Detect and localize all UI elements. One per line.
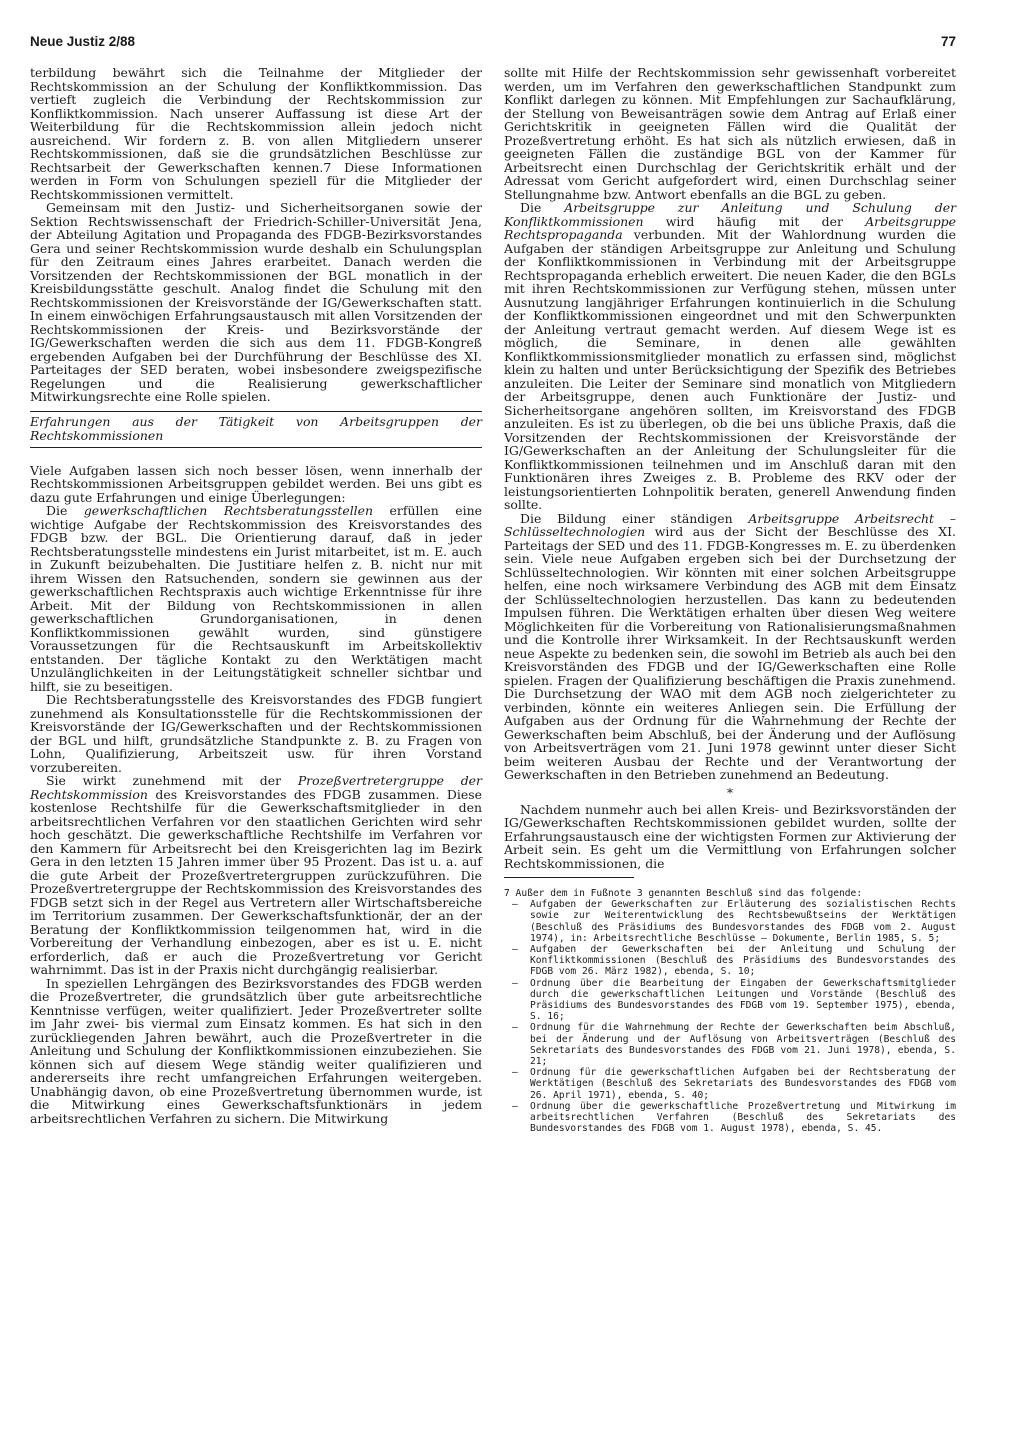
paragraph — [504, 201, 956, 512]
paragraph: Die Rechtsberatungsstelle des Kreisvorstandes des FDGB fungiert zunehmend als Konsultationsstelle für die Rechtskommissionen der Kreisvorstände der IG/Gewerkschaften und der Rechtskommissionen der BGL und hilft, grundsätzliche Standpunkte z. B. zu Fragen von Lohn, Qualifizierung, Arbeitszeit usw. für ihren Vorstand vorzubereiten. — [30, 692, 482, 775]
paragraph-lead: Die Bildung einer ständigen — [520, 510, 749, 526]
paragraph: terbildung bewährt sich die Teilnahme der Mitglieder der Rechtskommission an der Schulung der Konfliktkommission. Das vertieft zugleich die Verbindung der Rechtskommission zur Konfliktkommission. Nach unserer Auffassung ist diese Art der Weiterbildung für die Rechtskommission allein jedoch nicht ausreichend. Wir fordern z. B. von allen Mitgliedern unserer Rechtskommissionen, daß sie die grundsätzlichen Beschlüsse zur Rechtsarbeit der Gewerkschaften kennen.7 Diese Informationen werden in Form von Schulungen speziell für die Mitglieder der Rechtskommissionen vermittelt. — [30, 65, 482, 202]
footnote-head: 7 Außer dem in Fußnote 3 genannten Beschluß sind das folgende: — [504, 888, 863, 899]
paragraph-text: wird aus der Sicht der Beschlüsse des XI. Parteitags der SED und des 11. FDGB-Kongresses m. E. zu überdenken sein. Viele neue Aufgaben ergeben sich bei der Durchsetzung der Schlüsseltechnologien. Wir könnten mit einer solchen Arbeitsgruppe helfen, eine noch wirksamere Verbindung des AGB mit dem Einsatz der Schlüsseltechnologien herzustellen. Das kann zu bedeutenden Impulsen führen. Die Werktätigen erhalten über diesen Weg weitere Möglichkeiten für die Vorbereitung von Rationalisierungsmaßnahmen und die Kontrolle ihrer Wirksamkeit. In der Rechtsauskunft werden neue Aspekte zu bedenken sein, die sowohl im Betrieb als auch bei den Kreisvorständen des FDGB und der IG/Gewerkschaften eine Rolle spielen. Fragen der Qualifizierung beschäftigen die Praxis zunehmend. Die Durchsetzung der WAO mit dem AGB noch zielgerichteter zu verbinden, könnte ein weiteres Anliegen sein. Die Erfüllung der Aufgaben aus der Ordnung für die Wahrnehmung der Rechte der Gewerkschaften beim Abschluß, bei der Änderung und der Auflösung von Arbeitsverträgen vom 21. Juni 1978 gewinnt unter dieser Sicht beim weiteren Ausbau der Rechte und der Verantwortung der Gewerkschaften in den Betrieben zunehmend an Bedeutung. — [504, 524, 956, 782]
footnote-item: – Ordnung über die Bearbeitung der Eingaben der Gewerkschaftsmitglieder durch die gewerkschaftlichen Leitungen und Vorstände (Beschluß des Präsidiums des Bundesvorstandes des FDGB vom 19. September 1975), ebenda, S. 16; — [504, 978, 956, 1023]
emphasis: Arbeitsgruppe Rechtspropaganda — [504, 213, 956, 242]
paragraph-text: des Kreisvorstandes des FDGB zusammen. Diese kostenlose Rechtshilfe für die Gewerkschaftsmitglieder in den arbeitsrechtlichen Verfahren vor den staatlichen Gerichten wird sehr hoch geschätzt. Die gewerkschaftliche Rechtshilfe im Verfahren vor den Kammern für Arbeitsrecht bei den Kreisgerichten lag im Bezirk Gera in den letzten 15 Jahren immer über 95 Prozent. Das ist u. a. auf die gute Arbeit der Prozeßvertretergruppen zurückzuführen. Die Prozeßvertretergruppe der Rechtskommission des Kreisvorstandes des FDGB setzt sich in der Regel aus Vertretern aller Wirtschaftsbereiche im Territorium zusammen. Der Gewerkschaftsfunktionär, der an der Beratung der Konfliktkommission teilgenommen hat, wird in die Vorbereitung der Verhandlung einbezogen, aber es ist u. E. nicht erforderlich, daß er auch die Prozeßvertretung vor Gericht wahrnimmt. Das ist in der Praxis nicht durchgängig realisierbar. — [30, 786, 482, 977]
footnote-item: – Ordnung für die gewerkschaftlichen Aufgaben bei der Rechtsberatung der Werktätigen (Beschluß des Sekretariats des Bundesvorstandes des FDGB vom 26. April 1971), ebenda, S. 40; — [504, 1067, 956, 1101]
left-column — [30, 66, 482, 1125]
paragraph — [30, 504, 482, 693]
paragraph-lead: Sie wirkt zunehmend mit der — [46, 773, 298, 788]
emphasis: gewerkschaftlichen Rechtsberatungsstellen — [83, 503, 374, 518]
journal-title: Neue Justiz 2/88 — [30, 34, 136, 49]
emphasis: Prozeßvertretergruppe der Rechtskommission — [30, 773, 482, 802]
paragraph-text: wird häufig mit der — [643, 213, 866, 229]
paragraph: sollte mit Hilfe der Rechtskommission sehr gewissenhaft vorbereitet werden, um im Verfahren den gewerkschaftlichen Standpunkt zum Konflikt darlegen zu können. Mit Empfehlungen zur Sachaufklärung, der Stellung von Beweisanträgen sowie dem Antrag auf Erlaß einer Gerichtskritik in geeigneten Fällen wird die Qualität der Prozeßvertretung erhöht. Es hat sich als nützlich erwiesen, daß in geeigneten Fällen die zuständige BGL von der Kammer für Arbeitsrecht einen Durchschlag der Gerichtskritik erhält und der Adressat vom Gericht aufgefordert wird, einen Durchschlag seiner Stellungnahme bzw. Antwort ebenfalls an die BGL zu geben. — [504, 65, 956, 202]
footnote-item: – Ordnung über die gewerkschaftliche Prozeßvertretung und Mitwirkung im arbeitsrechtlichen Verfahren (Beschluß des Sekretariats des Bundesvorstandes des FDGB vom 1. August 1978), ebenda, S. 45. — [504, 1101, 956, 1135]
footnote-item: – Aufgaben der Gewerkschaften bei der Anleitung und Schulung der Konfliktkommissionen (Beschluß des Präsidiums des Bundesvorstandes des FDGB vom 26. März 1982), ebenda, S. 10; — [504, 944, 956, 978]
paragraph: Nachdem nunmehr auch bei allen Kreis- und Bezirksvorständen der IG/Gewerkschaften Rechtskommissionen gebildet wurden, sollte der Erfahrungsaustausch eine der wichtigsten Formen zur Aktivierung der Arbeit sein. Es geht um die Vermittlung von Erfahrungen solcher Rechtskommissionen, die — [504, 801, 956, 871]
page-number: 77 — [940, 34, 956, 49]
emphasis: Arbeitsgruppe Arbeitsrecht – Schlüsseltechnologien — [504, 510, 957, 539]
footnote — [504, 888, 956, 1134]
paragraph-lead: Die — [46, 503, 84, 518]
paragraph-lead: Die — [520, 200, 565, 215]
paragraph: Gemeinsam mit den Justiz- und Sicherheitsorganen sowie der Sektion Rechtswissenschaft der Friedrich-Schiller-Universität Jena, der Abteilung Agitation und Propaganda des FDGB-Bezirksvorstandes Gera und seiner Rechtskommission wurde deshalb ein Schulungsplan für den Zeitraum eines Jahres erarbeitet. Danach werden die Vorsitzenden der Rechtskommissionen der BGL monatlich in der Kreisbildungsstätte geschult. Analog findet die Schulung mit den Rechtskommissionen der Kreisvorstände der IG/Gewerkschaften statt. In einem einwöchigen Erfahrungsaustausch mit allen Vorsitzenden der Rechtskommissionen der Kreis- und Bezirksvorstände der IG/Gewerkschaften werden die sich aus dem 11. FDGB-Kongreß ergebenden Aufgaben bei der Durchführung der Beschlüsse des XI. Parteitages der SED beraten, wobei insbesondere zweigspezifische Regelungen und die Realisierung gewerkschaftlicher Mitwirkungsrechte eine Rolle spielen. — [30, 200, 482, 404]
section-separator: * — [727, 785, 733, 800]
paragraph — [504, 512, 956, 782]
footnote-list — [504, 899, 956, 1134]
paragraph — [30, 774, 482, 977]
footnote-item: – Aufgaben der Gewerkschaften zur Erläuterung des sozialistischen Rechts sowie zur Weiterentwicklung des Rechtsbewußtseins der Werktätigen (Beschluß des Präsidiums des Bundesvorstandes des FDGB vom 2. August 1974), in: Arbeitsrechtliche Beschlüsse – Dokumente, Berlin 1985, S. 5; — [504, 899, 956, 944]
paragraph: Viele Aufgaben lassen sich noch besser lösen, wenn innerhalb der Rechtskommissionen Arbeitsgruppen gebildet werden. Bei uns gibt es dazu gute Erfahrungen und einige Überlegungen: — [30, 462, 482, 505]
paragraph: In speziellen Lehrgängen des Bezirksvorstandes des FDGB werden die Prozeßvertreter, die grundsätzlich über gute arbeitsrechtliche Kenntnisse verfügen, weiter qualifiziert. Jeder Prozeßvertreter sollte im Jahr zwei- bis viermal zum Einsatz kommen. Es hat sich in den zurückliegenden Jahren bewährt, auch die Prozeßvertreter in die Anleitung und Schulung der Konfliktkommissionen einzubeziehen. Sie können sich auf diesem Wege ständig weiter qualifizieren und andererseits ihre recht umfangreichen Erfahrungen weitergeben. Unabhängig davon, ob eine Prozeßvertretung übernommen wurde, ist die Mitwirkung eines Gewerkschaftsfunktionärs in jedem arbeitsrechtlichen Verfahren zu sichern. Die Mitwirkung — [30, 975, 482, 1126]
paragraph-text: verbunden. Mit der Wahlordnung wurden die Aufgaben der ständigen Arbeitsgruppe zur Anleitung und Schulung der Konfliktkommissionen in Verbindung mit der Arbeitsgruppe Rechtspropaganda erheblich erweitert. Die neuen Kader, die den BGLs mit ihren Rechtskommissionen zur Verfügung stehen, müssen unter Ausnutzung langjähriger Erfahrungen kontinuierlich in die Schulung der Konfliktkommissionen eingeordnet und mit den Schwerpunkten der Anleitung vertraut gemacht werden. Auf diesem Wege ist es möglich, die Seminare, in denen alle gewählten Konfliktkommissionsmitglieder monatlich zu erfassen sind, möglichst klein zu halten und unter Berücksichtigung der Spezifik des Betriebes anzuleiten. Die Leiter der Seminare sind monatlich von Mitgliedern der Arbeitsgruppe, denen auch Funktionäre der Justiz- und Sicherheitsorgane angehören sollten, im Kreisvorstand des FDGB anzuleiten. Es ist zu überlegen, ob die bei uns übliche Praxis, daß die Vorsitzenden der Rechtskommissionen der Kreisvorstände der IG/Gewerkschaften an der Anleitung der Schulungsleiter für die Konfliktkommissionen teilnehmen und im Anschluß daran mit den Funktionären ihres Zweiges z. B. Probleme des RKV oder der leistungsorientierten Lohnpolitik beraten, generell Anwendung finden sollte. — [504, 227, 956, 512]
page — [30, 32, 956, 1422]
footnote-item: – Ordnung für die Wahrnehmung der Rechte der Gewerkschaften beim Abschluß, bei der Änderung und der Auflösung von Arbeitsverträgen (Beschluß des Sekretariats des Bundesvorstandes des FDGB vom 21. Juni 1978), ebenda, S. 21; — [504, 1022, 956, 1067]
paragraph-text: erfüllen eine wichtige Aufgabe der Rechtskommission des Kreisvorstandes des FDGB bzw. der BGL. Die Orientierung darauf, daß in jeder Rechtsberatungsstelle mindestens ein Jurist mitarbeitet, ist m. E. auch in Zukunft beizubehalten. Die Justitiare helfen z. B. nicht nur mit ihrem Wissen den Ratsuchenden, sondern sie gewinnen aus der gewerkschaftlichen Rechtspraxis auch wichtige Erkenntnisse für ihre Arbeit. Mit der Bildung von Rechtskommissionen in allen gewerkschaftlichen Grundorganisationen, in denen Konfliktkommissionen gewählt wurden, sind günstigere Voraussetzungen für die Rechtsauskunft im Arbeitskollektiv entstanden. Der tägliche Kontakt zu den Werktätigen macht Unzulänglichkeiten in der Leitungstätigkeit schneller sichtbar und hilft, sie zu beseitigen. — [30, 503, 483, 694]
section-heading: Erfahrungen aus der Tätigkeit von Arbeitsgruppen der Rechtskommissionen — [30, 411, 482, 448]
footnote-rule — [504, 877, 634, 878]
emphasis: Arbeitsgruppe zur Anleitung und Schulung der Konfliktkommissionen — [504, 200, 957, 229]
page-header — [30, 32, 956, 54]
right-column — [504, 66, 956, 1134]
